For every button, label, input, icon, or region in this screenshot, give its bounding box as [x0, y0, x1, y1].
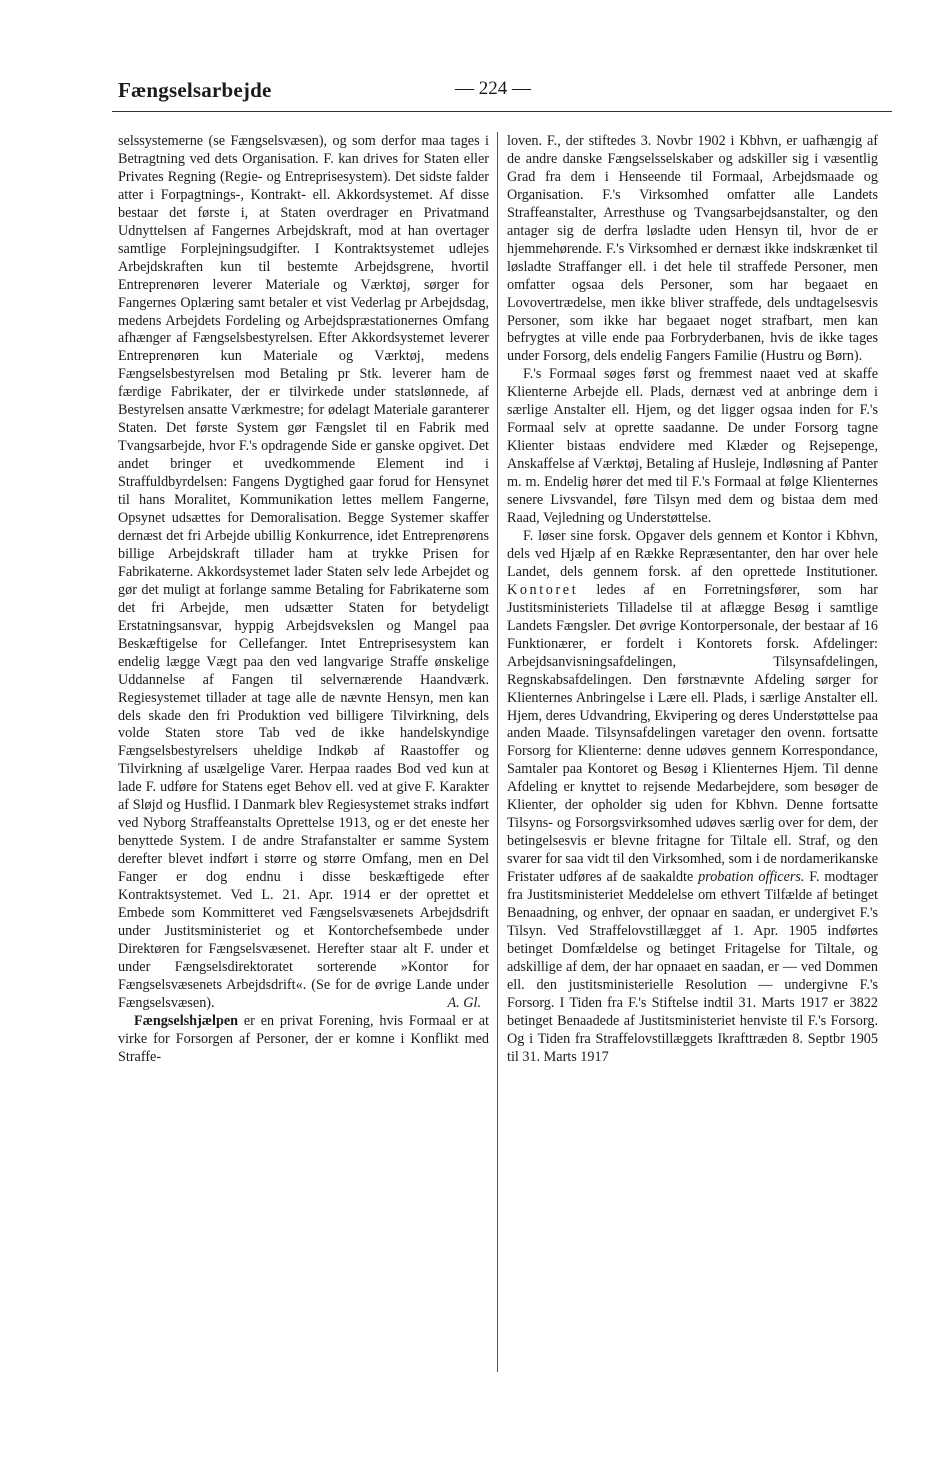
entry-headword: Fængselshjælpen — [134, 1012, 239, 1029]
page-number: — 224 — — [455, 78, 531, 99]
column-divider — [497, 132, 498, 1372]
entry-faengselshjaelpen — [118, 1013, 489, 1067]
right-paragraph-2: F.'s Formaal søges først og fremmest naaet ved at skaffe Klienterne Arbejde ell. Plads, dernæst ved at anbringe dem i særlige Anstalter ell. Hjem, og det ligger ogsaa inden for F.'s Formaal selv at oprette saadanne. De under Forsorg tagne Klienter bistaas endvidere med Klæder og Rejsepenge, Anskaffelse af Værktøj, Betaling af Husleje, Indløsning af Panter m. m. Endelig hører det med til F.'s Formaal at følge Klienternes senere Livsvandel, føre Tilsyn med dem og bistaa dem med Raad, Vejledning og Understøttelse. — [507, 366, 878, 527]
running-head: Fængselsarbejde — [118, 78, 272, 102]
p3-text-b: ledes af en Forretningsfører, som har Justitsministeriets Tilladelse til at aflægge Besøg i samtlige Landets Fængsler. Det øvrige Kontorpersonale, der bestaar af 16 Funktionærer, er fordelt i Kontorets forsk. Afdelinger: Arbejdsanvisningsafdelingen, Tilsynsafdelingen, Regnskabsafdelingen. Den førstnævnte Afdeling sørger for Klienternes Anbringelse i Lære ell. Plads, i særlige Anstalter ell. Hjem, deres Udvandring, Ekvipering og deres Understøttelse paa anden Maade. Tilsynsafdelingen varetager den ovenn. fortsatte Forsorg for Klienterne: denne udøves gennem Korrespondance, Samtaler paa Kontoret og Besøg i Klienternes Hjem. Til denne Afdeling er knyttet to rejsende Medarbejdere, som besøger de Klienter, der opholder sig uden for Kbhvn. Denne fortsatte Tilsyns- og Forsorgsvirksomhed udøves særlig over for dem, der betingelsesvis er blevne fritagne for Tiltale ell. Straf, og den svarer for saa vidt til den Virksomhed, som i de nordamerikanske Fristater udføres af de saakaldte — [507, 581, 878, 886]
p3-italic-term: probation officers. — [698, 869, 805, 886]
left-column — [118, 133, 489, 1067]
left-paragraph-1: selssystemerne (se Fængselsvæsen), og som derfor maa tages i Betragtning ved dets Organisation. F. kan drives for Staten eller Privates Regning (Regie- og Entreprisesystem). Det sidste falder atter i Forpagtnings-, Kontrakt- ell. Akkordsystemet. Af disse bestaar det første i, at Staten overdrager en Privatmand Udnyttelsen af Fangernes Arbejdskraft, mod at han overtager samtlige Forplejningsudgifter. I Kontraktsystemet udlejes Arbejdskraften kun til bestemte Arbejdsgrene, hvortil Entreprenøren leverer Materiale og Værktøj, sørger for Fangernes Oplæring samt betaler et vist Vederlag pr Arbejdsdag, medens Arbejdets Fordeling og Arbejdspræstationernes Omfang afhænger af Fængselsbestyrelsen. Efter Akkordsystemet leverer Entreprenøren kun Materiale og Værktøj, medens Fængselsbestyrelsen mod Betaling pr Stk. leverer ham de færdige Fabrikater, der er tilvirkede under statslønnede, af Bestyrelsen ansatte Værkmestre; for ødelagt Materiale garanterer Staten. Det første System gør Fængslet til en Fabrik med Tvangsarbejde, hvor F.'s opdragende Side er ganske opgivet. Det andet bringer et uvedkommende Element ind i Straffuldbyrdelsen: Fangens Dygtighed gaar forud for Hensynet til hans Moralitet, Kommunikation lettes mellem Fangerne, Opsynet udsættes for Demoralisation. Begge Systemer skaffer dernæst det fri Arbejde ubillig Konkurrence, idet Entreprenørens billige Arbejdskraft tillader ham at trykke Prisen for Fabrikaterne. Akkordsystemet lader Staten selv lede Arbejdet og gør det muligt at forlange samme Betaling for Fabrikaterne som det fri Arbejde, men udsætter Staten for betydeligt Erstatningsansvar, hyppig Arbejdsvekslen og Mangel paa Beskæftigelse for Cellefanger. Intet Entreprisesystem kan endelig lægge Vægt paa den ved langvarige Straffe ønskelige Uddannelse af Fangen til selvernærende Haandværk. Regiesystemet tillader at tage alle de nævnte Hensyn, men kan dels skade den fri Produktion ved billigere Tilvirkning, dels volde Staten store Tab ved de ikke handelskyndige Fængselsbestyrelsers uheldige Indkøb af Raastoffer og Tilvirkning af usælgelige Varer. Herpaa raades Bod ved kun at lade F. udføre for Statens eget Behov ell. ved at give F. Karakter af Sløjd og Husflid. I Danmark blev Regiesystemet straks indført ved Nyborg Straffeanstalts Oprettelse 1913, og er det eneste her benyttede System. I de andre Strafanstalter er samme System derefter blevet indført i større og større Omfang, men en Del Fanger er dog endnu i disse beskæftigede efter Kontraktsystemet. Ved L. 21. Apr. 1914 er der oprettet et Embede som Kommitteret ved Fængselsvæsenets Arbejdsdrift under Justitsministeriet og et Kontorchefsembede under Direktøren for Fængselsvæsenet. Herefter staar alt F. under et under Fængselsdirektoratet sorterende »Kontor for Fængselsvæsenets Arbejdsdrift«. (Se for de øvrige Lande under Fængselsvæsen). — [118, 133, 489, 1011]
p3-text-a: F. løser sine forsk. Opgaver dels gennem et Kontor i Kbhvn, dels ved Hjælp af en Række Repræsentanter, den har over hele Landet, dels gennem forsk. af den oprettede Institutioner. — [507, 527, 878, 580]
author-signature: A. Gl. — [447, 994, 481, 1011]
p3-text-c: F. modtager fra Justitsministeriet Meddelelse om ethvert Tilfælde af betinget Benaadning, og enhver, der opnaar en saadan, er undergivet F.'s Tilsyn. Ved Straffelovstillægget af 1. Apr. 1905 indførtes betinget Domfældelse og betinget Fritagelse for Tiltale, og adskillige af dem, der har opnaaet en saadan, er — ved Dommen ell. den justitsministerielle Resolution — undergivne F.'s Forsorg. I Tiden fra F.'s Stiftelse indtil 31. Marts 1917 er 3822 betinget Benaadede af Justitsministeriet henviste til F.'s Forsorg. Og i Tiden fra Straffelovstillæggets Ikrafttræden 8. Septbr 1905 til 31. Marts 1917 — [507, 869, 878, 1065]
p3-spaced-word: Kontoret — [507, 581, 579, 598]
right-column — [507, 133, 878, 1067]
right-paragraph-3 — [507, 528, 878, 1067]
page-header — [118, 78, 890, 110]
header-rule — [112, 111, 892, 112]
entry-text: er en privat Forening, hvis Formaal er at virke for Forsorgen af Personer, der er komne i Konflikt med Straffe- — [118, 1012, 489, 1065]
right-paragraph-1: loven. F., der stiftedes 3. Novbr 1902 i Kbhvn, er uafhængig af de andre danske Fængselsselskaber og adskiller sig i væsentlig Grad fra dem i Henseende til Formaal, Arbejdsmaade og Organisation. F.'s Virksomhed omfatter alle Landets Straffeanstalter, Arresthuse og Tvangsarbejdsanstalter, og den antager sig de derfra løsladte uden Hensyn til, hvor de er hjemmehørende. F.'s Virksomhed er dernæst ikke indskrænket til løsladte Straffanger ell. i det hele til straffede Personer, men omfatter ogsaa dels Personer, som har begaaet en Lovovertrædelse, men ikke bliver straffede, dels undtagelsesvis Personer, som ikke har begaaet noget strafbart, men kan befrygtes at ville ende paa Forbryderbanen, hvis de ikke tages under Forsorg, dels endelig Fangers Familie (Hustru og Børn). — [507, 133, 878, 365]
